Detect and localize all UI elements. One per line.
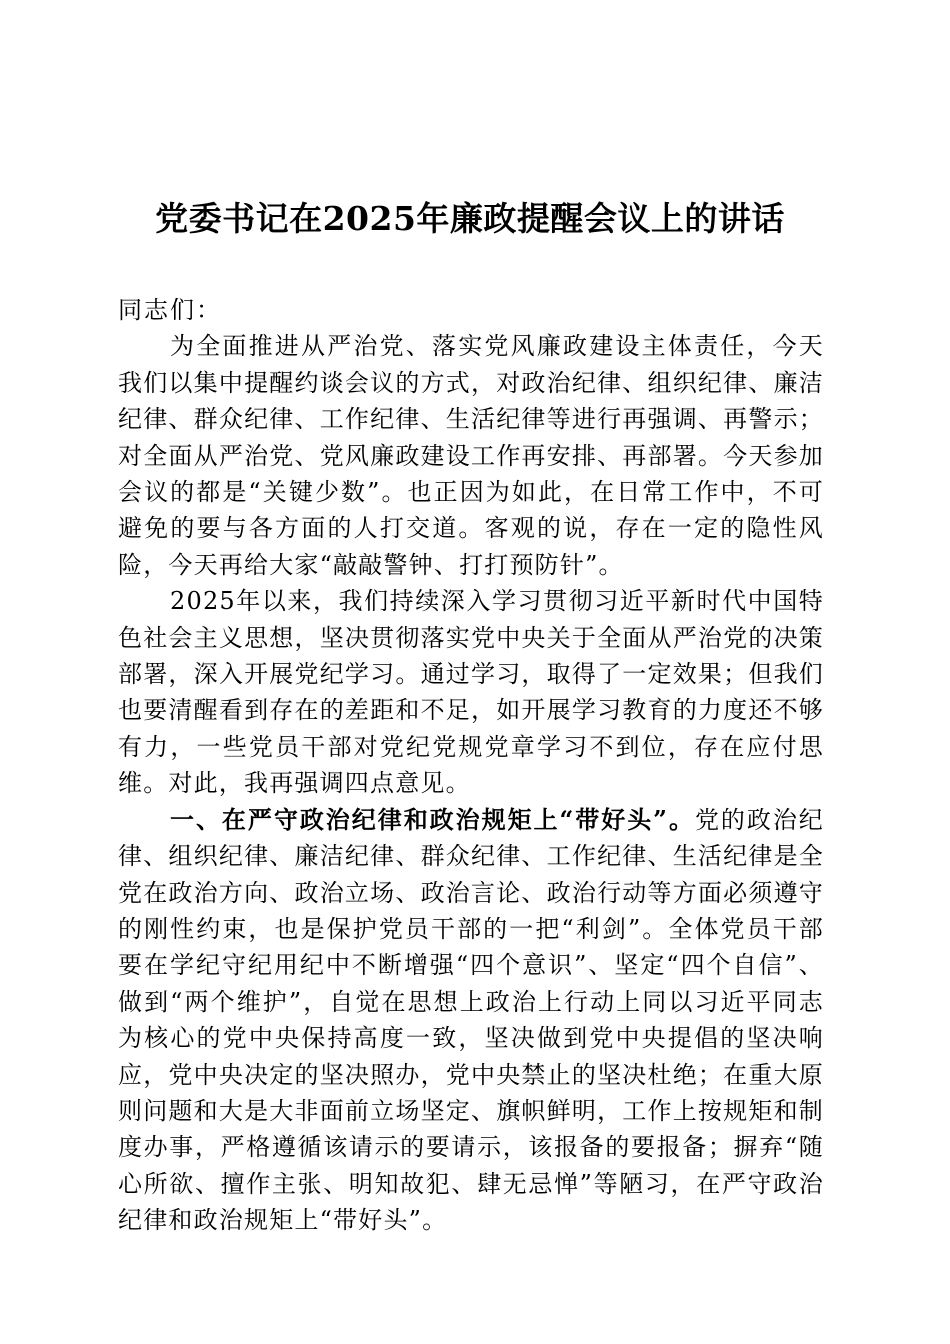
document-title: 党委书记在2025年廉政提醒会议上的讲话 — [155, 199, 785, 238]
paragraph-intro: 为全面推进从严治党、落实党风廉政建设主体责任，今天我们以集中提醒约谈会议的方式，对政治纪律、组织纪律、廉洁纪律、群众纪律、工作纪律、生活纪律等进行再强调、再警示；对全面从严治党、党风廉政建设工作再安排、再部署。今天参加会议的都是“关键少数”。也正因为如此，在日常工作中，不可避免的要与各方面的人打交道。客观的说，存在一定的隐性风险，今天再给大家“敲敲警钟、打打预防针”。 — [118, 332, 824, 579]
section-one-paragraph — [118, 802, 824, 1239]
section-one-text: 党的政治纪律、组织纪律、廉洁纪律、群众纪律、工作纪律、生活纪律是全党在政治方向、政治立场、政治言论、政治行动等方面必须遵守的刚性约束，也是保护党员干部的一把“利剑”。全体党员干部要在学纪守纪用纪中不断增强“四个意识”、坚定“四个自信”、做到“两个维护”，自觉在思想上政治上行动上同以习近平同志为核心的党中央保持高度一致，坚决做到党中央提倡的坚决响应，党中央决定的坚决照办，党中央禁止的坚决杜绝；在重大原则问题和大是大非面前立场坚定、旗帜鲜明，工作上按规矩和制度办事，严格遵循该请示的要请示，该报备的要报备；摒弃“随心所欲、擅作主张、明知故犯、肆无忌惮”等陋习，在严守政治纪律和政治规矩上“带好头”。 — [118, 805, 825, 1235]
document-body — [118, 292, 824, 1239]
section-one-heading: 一、在严守政治纪律和政治规矩上“带好头”。 — [170, 804, 695, 834]
salutation: 同志们： — [118, 296, 222, 324]
paragraph-review: 2025年以来，我们持续深入学习贯彻习近平新时代中国特色社会主义思想，坚决贯彻落实党中央关于全面从严治党的决策部署，深入开展党纪学习。通过学习，取得了一定效果；但我们也要清醒看到存在的差距和不足，如开展学习教育的力度还不够有力，一些党员干部对党纪党规党章学习不到位，存在应付思维。对此，我再强调四点意见。 — [118, 587, 824, 798]
